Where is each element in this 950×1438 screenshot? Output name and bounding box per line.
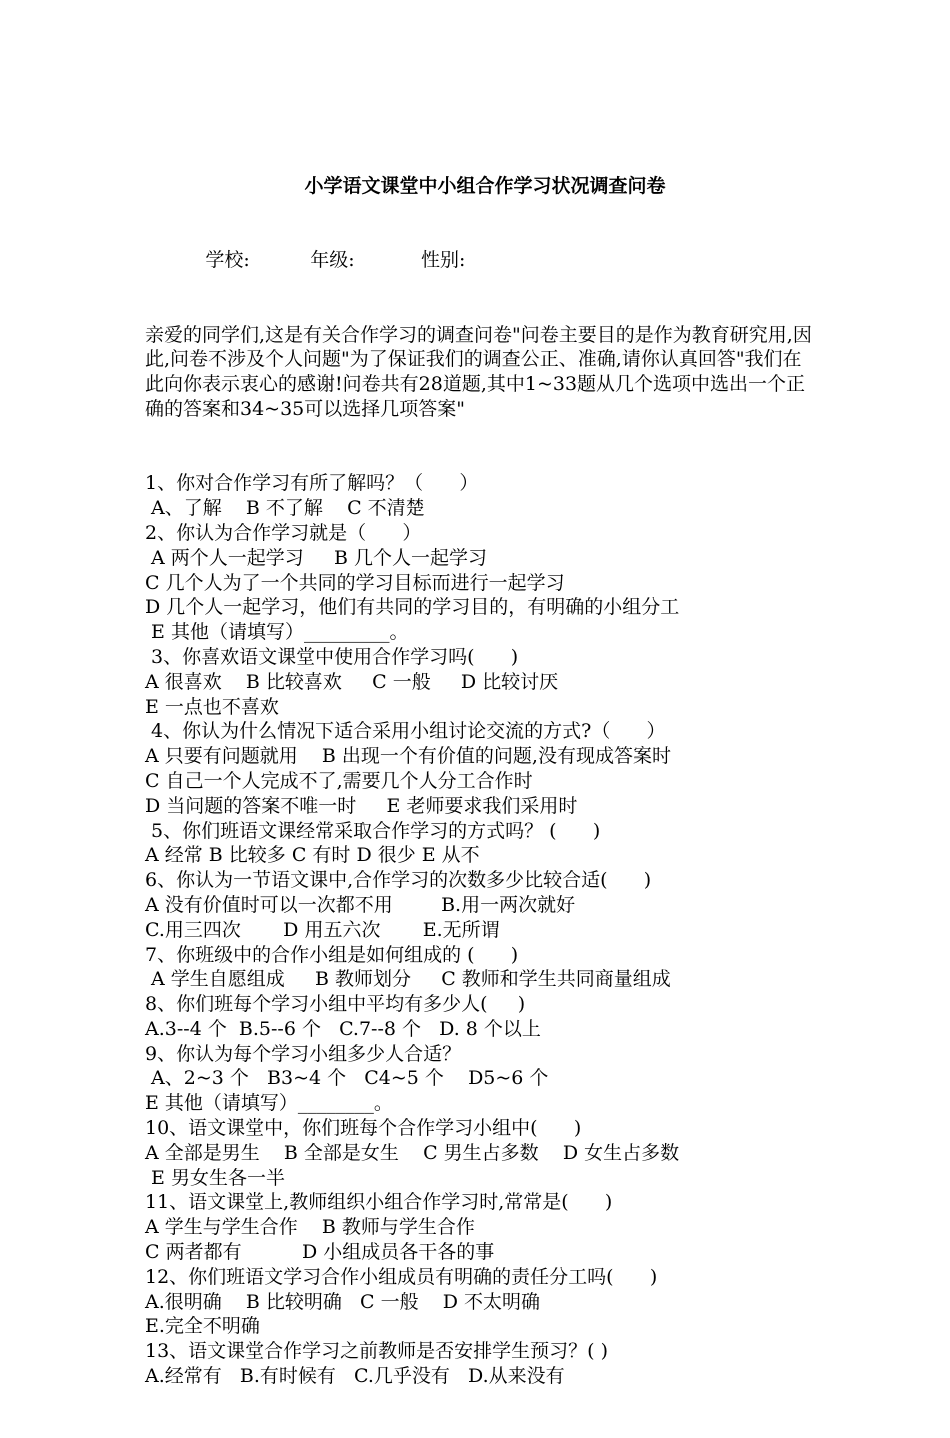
question-line: 13、语文课堂合作学习之前教师是否安排学生预习？( ) [145, 1340, 609, 1363]
question-line: A 没有价值时可以一次都不用 B.用一两次就好 [145, 893, 576, 916]
question-line: A、了解 B 不了解 C 不清楚 [145, 497, 425, 520]
question-line: 8、你们班每个学习小组中平均有多少人( ) [145, 993, 526, 1016]
question-line: 2、你认为合作学习就是（ ） [145, 521, 422, 544]
question-line: E 男女生各一半 [145, 1166, 285, 1189]
question-line: A 学生与学生合作 B 教师与学生合作 [145, 1216, 475, 1239]
question-line: E 其他（请填写）________。 [145, 1092, 393, 1115]
question-line: A、2~3 个 B3~4 个 C4~5 个 D5~6 个 [145, 1067, 549, 1090]
question-line: A.很明确 B 比较明确 C 一般 D 不太明确 [145, 1290, 541, 1313]
question-line: 12、你们班语文学习合作小组成员有明确的责任分工吗( ) [145, 1265, 658, 1288]
question-line: E.完全不明确 [145, 1315, 260, 1338]
question-line: 5、你们班语文课经常采取合作学习的方式吗？ ( ) [145, 819, 601, 842]
question-line: C.用三四次 D 用五六次 E.无所谓 [145, 918, 500, 941]
question-line: A 学生自愿组成 B 教师划分 C 教师和学生共同商量组成 [145, 968, 671, 991]
question-line: E 其他（请填写）_________。 [145, 621, 409, 644]
question-line: C 几个人为了一个共同的学习目标而进行一起学习 [145, 571, 565, 594]
question-line: 3、你喜欢语文课堂中使用合作学习吗( ) [145, 645, 519, 668]
document-content [145, 123, 825, 1438]
question-line: C 两者都有 D 小组成员各干各的事 [145, 1241, 495, 1264]
question-line: 9、你认为每个学习小组多少人合适？ [145, 1042, 462, 1065]
question-line: 10、语文课堂中，你们班每个合作学习小组中( ) [145, 1117, 582, 1140]
question-line: 6、你认为一节语文课中,合作学习的次数多少比较合适( ) [145, 869, 652, 892]
question-line: 7、你班级中的合作小组是如何组成的 ( ) [145, 943, 519, 966]
question-line: A 全部是男生 B 全部是女生 C 男生占多数 D 女生占多数 [145, 1141, 680, 1164]
question-line: A.经常有 B.有时候有 C.几乎没有 D.从来没有 [145, 1365, 565, 1388]
question-line: A 两个人一起学习 B 几个人一起学习 [145, 546, 488, 569]
question-line: D 当问题的答案不唯一时 E 老师要求我们采用时 [145, 794, 578, 817]
question-line: 4、你认为什么情况下适合采用小组讨论交流的方式?（ ） [145, 720, 666, 743]
question-list [145, 471, 825, 1388]
question-line: A 经常 B 比较多 C 有时 D 很少 E 从不 [145, 844, 480, 867]
question-line: A 只要有问题就用 B 出现一个有价值的问题,没有现成答案时 [145, 745, 671, 768]
question-line: A.3--4 个 B.5--6 个 C.7--8 个 D. 8 个以上 [145, 1017, 541, 1040]
question-line: 1、你对合作学习有所了解吗？（ ） [145, 472, 479, 495]
question-line: A 很喜欢 B 比较喜欢 C 一般 D 比较讨厌 [145, 670, 559, 693]
intro-paragraph: 亲爱的同学们,这是有关合作学习的调查问卷"问卷主要目的是作为教育研究用,因此,问卷不涉及个人问题"为了保证我们的调查公正、准确,请你认真回答"我们在此向你表示衷心的感谢!问卷共有28道题,其中1~33题从几个选项中选出一个正确的答案和34~35可以选择几项答案" [145, 323, 812, 420]
document-title: 小学语文课堂中小组合作学习状况调查问卷 [304, 174, 666, 197]
info-line: 学校: 年级: 性别: [145, 249, 466, 272]
question-line: E 一点也不喜欢 [145, 695, 279, 718]
question-line: D 几个人一起学习，他们有共同的学习目的，有明确的小组分工 [145, 596, 680, 619]
question-line: 11、语文课堂上,教师组织小组合作学习时,常常是( ) [145, 1191, 613, 1214]
question-line: C 自己一个人完成不了,需要几个人分工合作时 [145, 769, 533, 792]
